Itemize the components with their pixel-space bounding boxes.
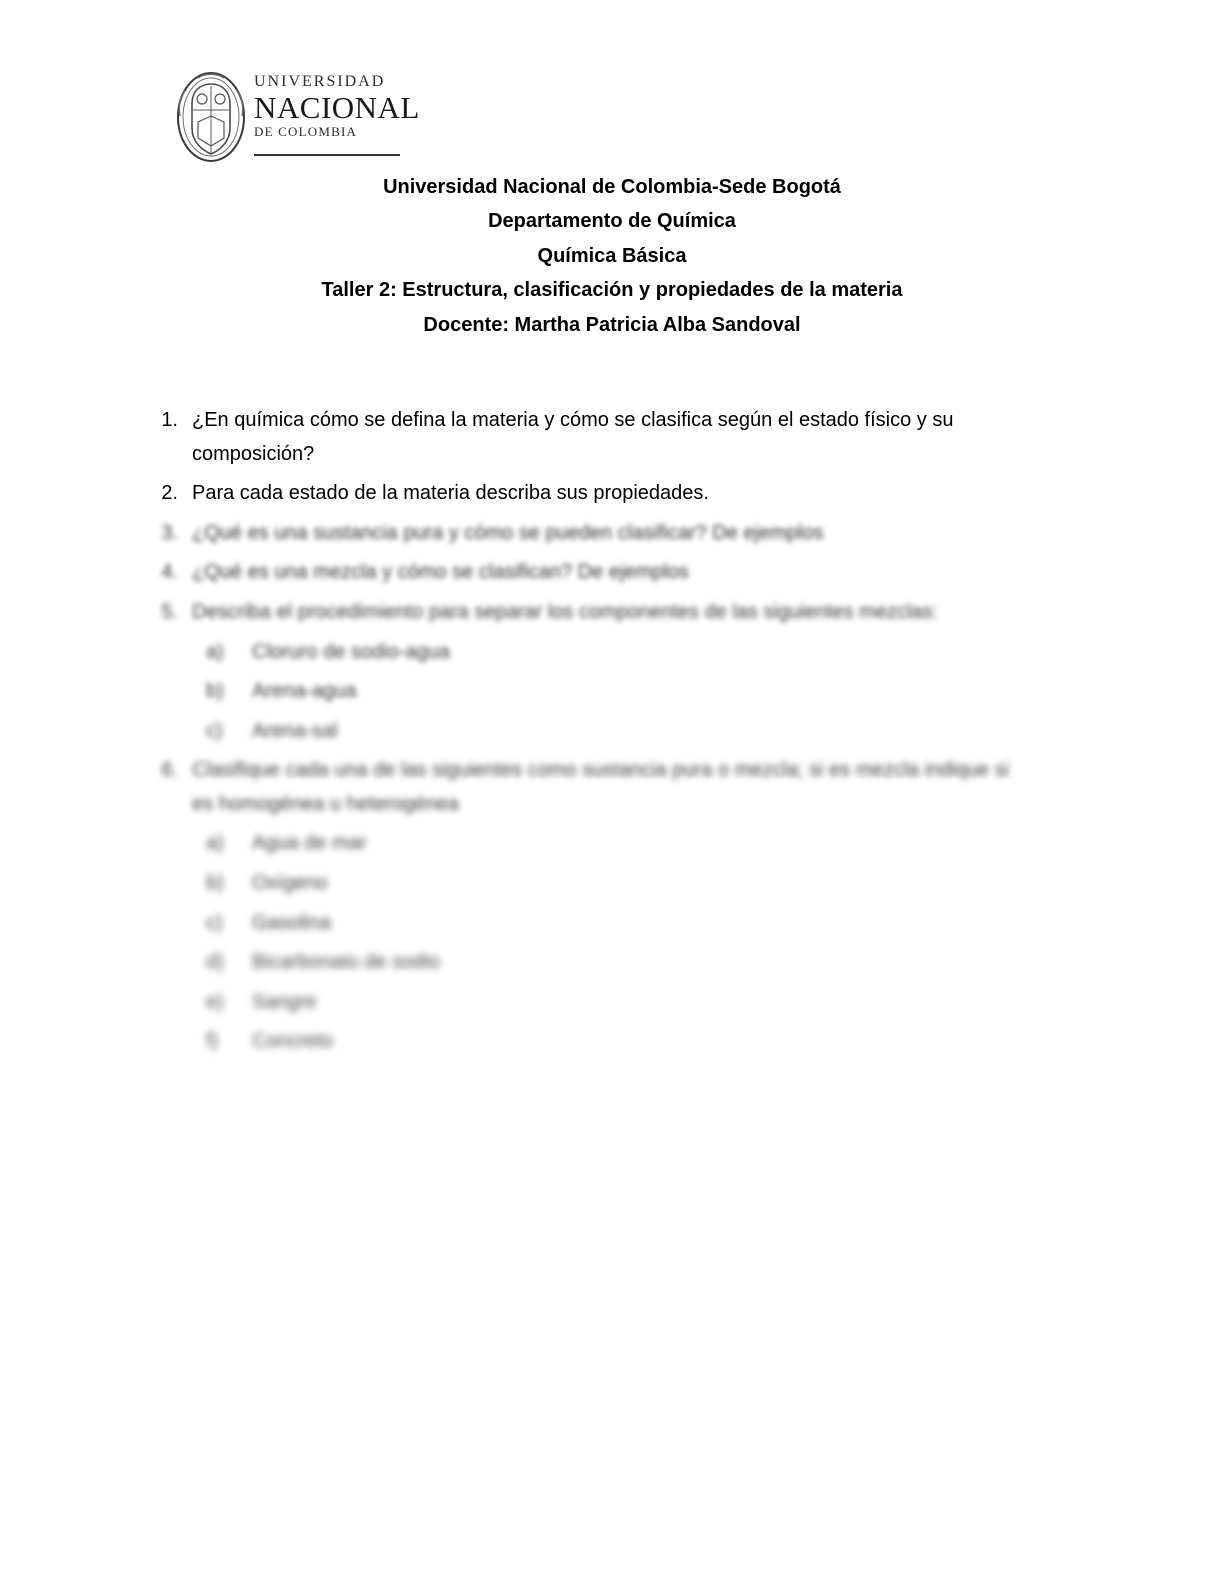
question-number: 1. [161, 408, 178, 431]
sub-item-label: a) [206, 832, 224, 855]
question-text: Describa el procedimiento para separar los componentes de las siguientes mezclas: [192, 600, 938, 623]
question-number: 3. [161, 521, 178, 544]
question-text: Para cada estado de la materia describa sus propiedades. [192, 482, 709, 505]
sub-item-text: Sangre [252, 990, 317, 1013]
sub-item [206, 907, 1074, 941]
sub-item [206, 827, 1074, 861]
sub-item-label: b) [206, 872, 224, 895]
logo-underline [254, 154, 400, 156]
question-text: ¿Qué es una sustancia pura y cómo se pueden clasificar? De ejemplos [192, 521, 824, 544]
question-number: 2. [161, 482, 178, 505]
sub-item-text: Concreto [252, 1030, 334, 1053]
sub-item [206, 715, 1074, 749]
sub-item-text: Cloruro de sodio-agua [252, 640, 450, 663]
question-number: 4. [161, 561, 178, 584]
sub-item-text: Gasolina [252, 911, 331, 934]
sub-item-text: Oxígeno [252, 872, 328, 895]
sub-item-label: c) [206, 911, 223, 934]
question-text: ¿Qué es una mezcla y cómo se clasifican? De ejemplos [192, 561, 689, 584]
sub-item-text: Agua de mar [252, 832, 367, 855]
sub-item-label: c) [206, 719, 223, 742]
logo-line-universidad: UNIVERSIDAD [254, 73, 386, 90]
question-item [150, 517, 1074, 551]
sub-item-label: b) [206, 680, 224, 703]
header-instructor: Docente: Martha Patricia Alba Sandoval [423, 313, 801, 336]
sub-item-label: d) [206, 951, 224, 974]
question-item [150, 754, 1074, 821]
question-item [150, 556, 1074, 590]
header-university: Universidad Nacional de Colombia-Sede Bogotá [383, 176, 841, 198]
logo-line-de-colombia: DE COLOMBIA [254, 124, 358, 139]
sub-item [206, 867, 1074, 901]
document-header [150, 170, 1074, 342]
header-department: Departamento de Química [488, 210, 736, 233]
university-logo-text [254, 73, 420, 139]
university-seal-icon [172, 70, 250, 164]
question-item [150, 404, 1074, 471]
question-number: 6. [161, 759, 178, 782]
sub-item-label: f) [206, 1030, 219, 1053]
question-item [150, 477, 1074, 511]
logo-line-nacional: NACIONAL [254, 90, 420, 125]
sub-item [206, 946, 1074, 980]
sub-item-label: e) [206, 990, 224, 1013]
sub-item [206, 636, 1074, 670]
university-logo [172, 70, 420, 170]
sub-item [206, 1025, 1074, 1059]
sub-item [206, 675, 1074, 709]
question-text: Clasifique cada una de las siguientes como sustancia pura o mezcla; si es mezcla indique si es homogénea u heterogénea [192, 759, 1010, 815]
sub-item-text: Arena-agua [252, 680, 357, 703]
question-list [150, 404, 1074, 1059]
question-number: 5. [161, 600, 178, 623]
sub-item-text: Arena-sal [252, 719, 338, 742]
header-workshop-title: Taller 2: Estructura, clasificación y propiedades de la materia [321, 279, 903, 302]
question-item [150, 596, 1074, 630]
sub-item-label: a) [206, 640, 224, 663]
sub-item [206, 986, 1074, 1020]
sub-item-text: Bicarbonato de sodio [252, 951, 440, 974]
question-text: ¿En química cómo se defina la materia y cómo se clasifica según el estado físico y su composición? [192, 408, 954, 465]
header-course: Química Básica [537, 244, 687, 267]
